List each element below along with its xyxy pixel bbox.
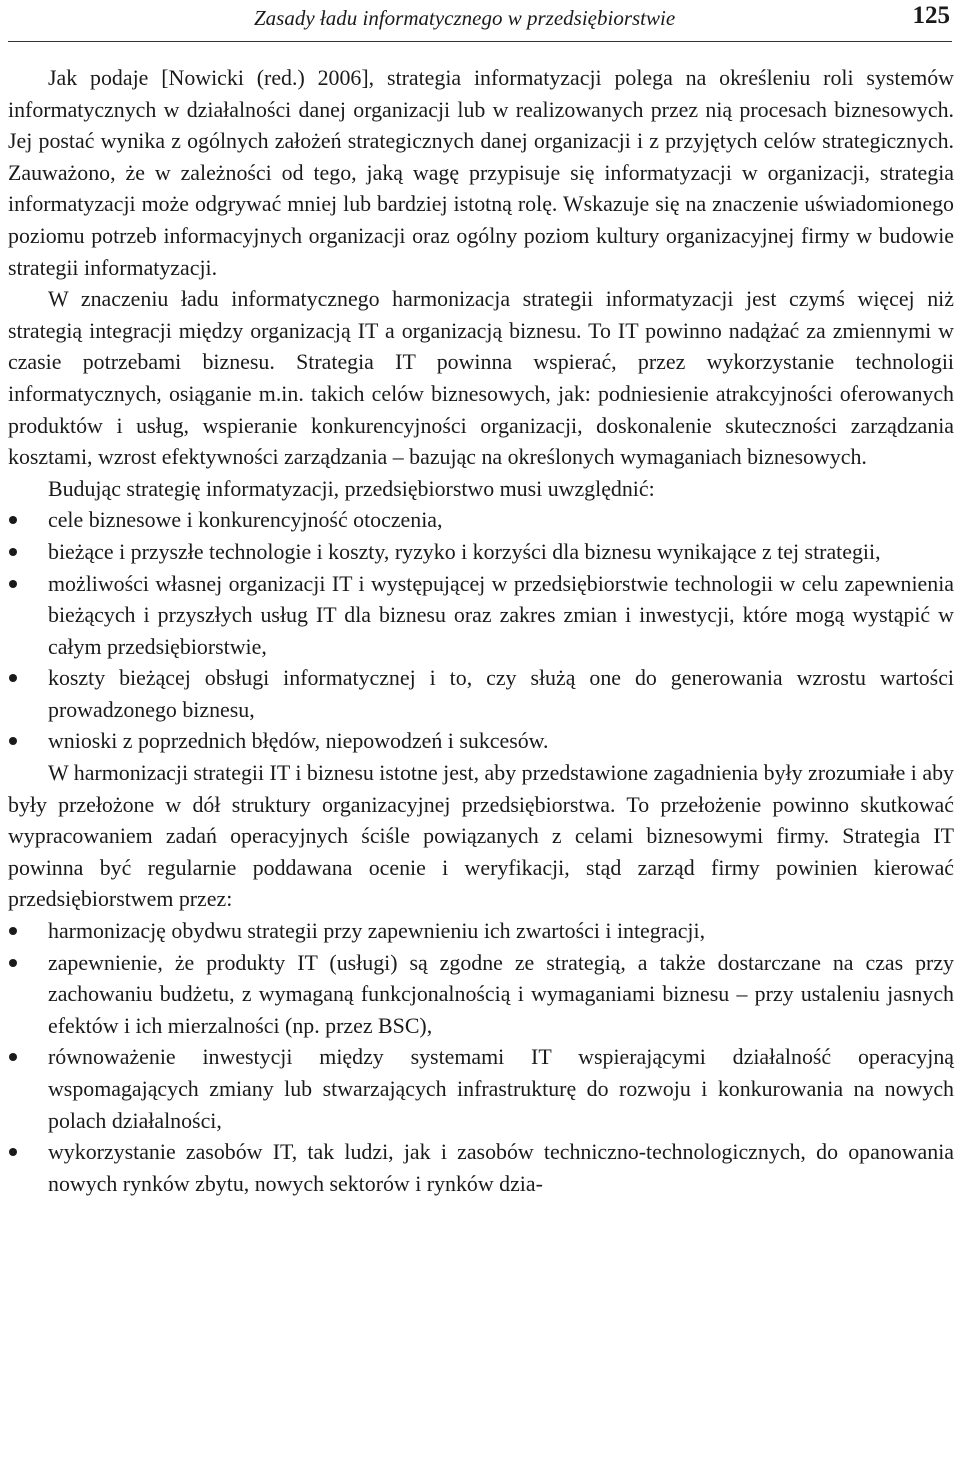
- list-item: [8, 568, 954, 663]
- bullet-icon: [9, 516, 17, 524]
- list-item-text: wykorzystanie zasobów IT, tak ludzi, jak i zasobów techniczno-technologicznych, do opanowania nowych rynków zbytu, nowych sektorów i rynków dzia-: [48, 1139, 954, 1196]
- paragraph-harmonization: W znaczeniu ładu informatycznego harmonizacja strategii informatyzacji jest czymś więcej niż strategią integracji między organizacją IT a organizacją biznesu. To IT powinno nadążać za zmiennymi w czasie potrzebami biznesu. Strategia IT powinna wspierać, przez wykorzystanie technologii informatycznych, osiąganie m.in. takich celów biznesowych, jak: podniesienie atrakcyjności oferowanych produktów i usług, wspieranie konkurencyjności organizacji, doskonalenie skuteczności zarządzania kosztami, wzrost efektywności zarządzania – bazując na określonych wymaganiach biznesowych.: [8, 286, 954, 470]
- bullet-icon: [9, 580, 17, 588]
- list-item: [8, 536, 954, 568]
- page-header: [8, 0, 952, 42]
- list-item-text: cele biznesowe i konkurencyjność otoczenia,: [48, 507, 443, 533]
- bullet-icon: [9, 927, 17, 935]
- list-item: [8, 662, 954, 725]
- page-number: 125: [912, 2, 950, 29]
- list-item: [8, 504, 954, 536]
- bullet-icon: [9, 1148, 17, 1156]
- list-item-text: równoważenie inwestycji między systemami IT wspierającymi działalność operacyjną wspomagających zmiany lub stwarzających infrastrukturę do rozwoju i konkurowania na nowych polach działalności,: [48, 1044, 954, 1133]
- paragraph-management-intro: W harmonizacji strategii IT i biznesu istotne jest, aby przedstawione zagadnienia były zrozumiałe i aby były przełożone w dół struktury organizacyjnej przedsiębiorstwa. To przełożenie powinno skutkować wypracowaniem zadań operacyjnych ściśle powiązanych z celami biznesowymi firmy. Strategia IT powinna być regularnie poddawana ocenie i weryfikacji, stąd zarząd firmy powinien kierować przedsiębiorstwem przez:: [8, 760, 954, 912]
- page-body: [8, 62, 954, 1199]
- list-item-text: bieżące i przyszłe technologie i koszty, ryzyko i korzyści dla biznesu wynikające z tej strategii,: [48, 538, 881, 564]
- list-item: [8, 725, 954, 757]
- list-item: [8, 1041, 954, 1136]
- list-item-text: koszty bieżącej obsługi informatycznej i to, czy służą one do generowania wzrostu wartości prowadzonego biznesu,: [48, 665, 954, 722]
- bullet-icon: [9, 737, 17, 745]
- list-item: [8, 915, 954, 947]
- list-item-text: zapewnienie, że produkty IT (usługi) są zgodne ze strategią, a także dostarczane na czas przy zachowaniu budżetu, z wymaganą funkcjonalnością i wymaganiami biznesu – przy ustaleniu jasnych efektów i ich mierzalności (np. przez BSC),: [48, 949, 954, 1038]
- paragraph-strategy-definition: Jak podaje [Nowicki (red.) 2006], strategia informatyzacji polega na określeniu roli systemów informatycznych w działalności danej organizacji lub w realizowanych przez nią procesach biznesowych. Jej postać wynika z ogólnych założeń strategicznych danej organizacji i z przyjętych celów strategicznych. Zauważono, że w zależności od tego, jaką wagę przypisuje się informatyzacji w organizacji, strategia informatyzacji może odgrywać mniej lub bardziej istotną rolę. Wskazuje się na znaczenie uświadomionego poziomu potrzeb informacyjnych organizacji oraz ogólny poziom kultury organizacyjnej firmy w budowie strategii informatyzacji.: [8, 65, 954, 280]
- list-item-text: możliwości własnej organizacji IT i występującej w przedsiębiorstwie technologii w celu zapewnienia bieżących i przyszłych usług IT dla biznesu oraz zakres zmian i inwestycji, które mogą wystąpić w całym przedsiębiorstwie,: [48, 570, 954, 659]
- list-item: [8, 1136, 954, 1199]
- list-item-text: harmonizację obydwu strategii przy zapewnieniu ich zwartości i integracji,: [48, 918, 706, 944]
- considerations-list: [8, 504, 954, 757]
- bullet-icon: [9, 959, 17, 967]
- list-item-text: wnioski z poprzednich błędów, niepowodzeń i sukcesów.: [48, 728, 549, 754]
- management-list: [8, 915, 954, 1199]
- bullet-icon: [9, 1053, 17, 1061]
- paragraph-list-intro: Budując strategię informatyzacji, przedsiębiorstwo musi uwzględnić:: [48, 475, 655, 501]
- running-title: Zasady ładu informatycznego w przedsiębiorstwie: [254, 6, 676, 30]
- bullet-icon: [9, 548, 17, 556]
- bullet-icon: [9, 674, 17, 682]
- list-item: [8, 947, 954, 1042]
